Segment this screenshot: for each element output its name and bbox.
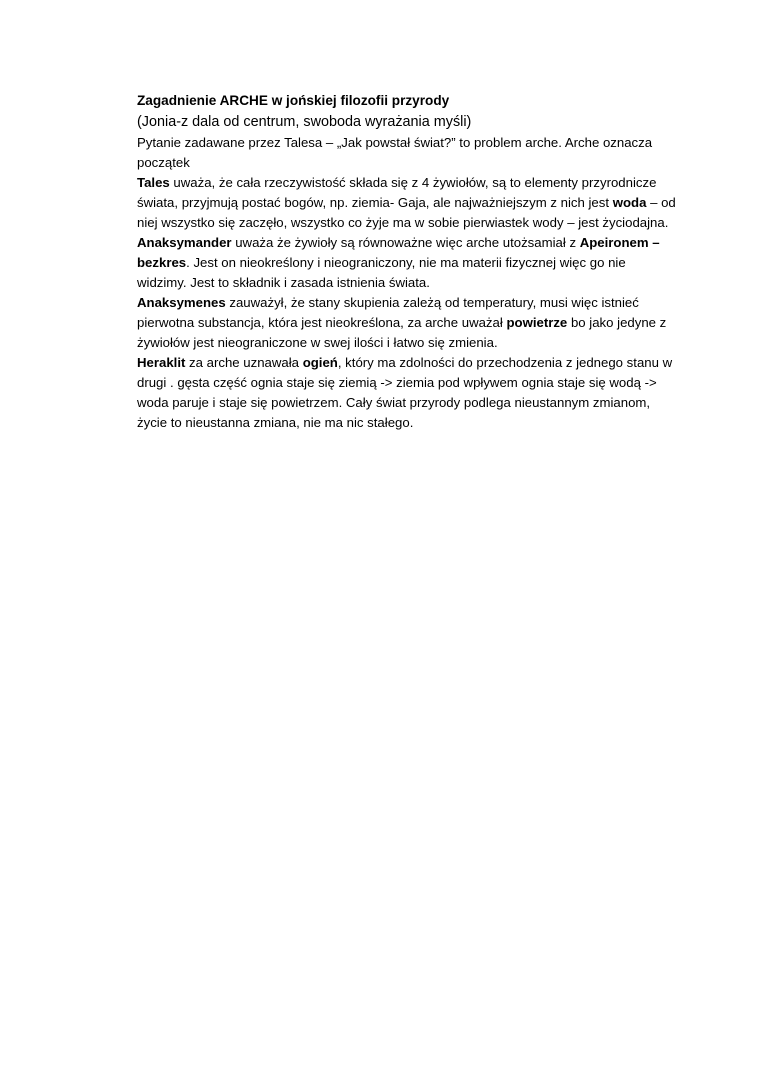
anaksymander-paragraph	[137, 233, 677, 293]
anaksymenes-text-after: bo jako jedyne z żywiołów jest nieograniczone w swej ilości i łatwo się zmienia.	[137, 315, 667, 350]
document-title: Zagadnienie ARCHE w jońskiej filozofii przyrody	[137, 93, 450, 108]
anaksymenes-text-before: zauważył, że stany skupienia zależą od temperatury, musi więc istnieć pierwotna substancja, która jest nieokreślona, za arche uważał	[137, 295, 639, 330]
document-body	[137, 90, 677, 433]
tales-paragraph	[137, 173, 677, 233]
heraklit-text-before: za arche uznawała	[185, 355, 303, 370]
anaksymenes-keyword: powietrze	[506, 315, 568, 330]
heraklit-text-after: , który ma zdolności do przechodzenia z jednego stanu w drugi . gęsta część ognia staje się ziemią -> ziemia pod wpływem ognia staje się wodą -> woda paruje i staje się powietrzem. Cały świat przyrody podlega nieustannym zmianom, życie to nieustanna zmiana, nie ma nic stałego.	[137, 355, 673, 430]
tales-keyword: woda	[612, 195, 647, 210]
intro-paragraph: Pytanie zadawane przez Talesa – „Jak powstał świat?” to problem arche. Arche oznacza początek	[137, 135, 653, 170]
tales-text-after: – od niej wszystko się zaczęło, wszystko co żyje ma w sobie pierwiastek wody – jest życiodajna.	[137, 195, 676, 230]
heraklit-name: Heraklit	[137, 355, 186, 370]
heraklit-keyword: ogień	[302, 355, 338, 370]
heraklit-paragraph	[137, 353, 677, 433]
anaksymander-text-after: . Jest on nieokreślony i nieograniczony, nie ma materii fizycznej więc go nie widzimy. Jest to składnik i zasada istnienia świata.	[137, 255, 626, 290]
anaksymenes-name: Anaksymenes	[137, 295, 226, 310]
document-subtitle: (Jonia-z dala od centrum, swoboda wyrażania myśli)	[137, 114, 472, 130]
anaksymander-text-before: uważa że żywioły są równoważne więc arche utożsamiał z	[231, 235, 580, 250]
anaksymander-keyword: Apeironem – bezkres	[137, 235, 660, 270]
tales-name: Tales	[137, 175, 170, 190]
anaksymenes-paragraph	[137, 293, 677, 353]
anaksymander-name: Anaksymander	[137, 235, 232, 250]
tales-text-before: uważa, że cała rzeczywistość składa się z 4 żywiołów, są to elementy przyrodnicze świata, przyjmują postać bogów, np. ziemia- Gaja, ale najważniejszym z nich jest	[137, 175, 657, 210]
